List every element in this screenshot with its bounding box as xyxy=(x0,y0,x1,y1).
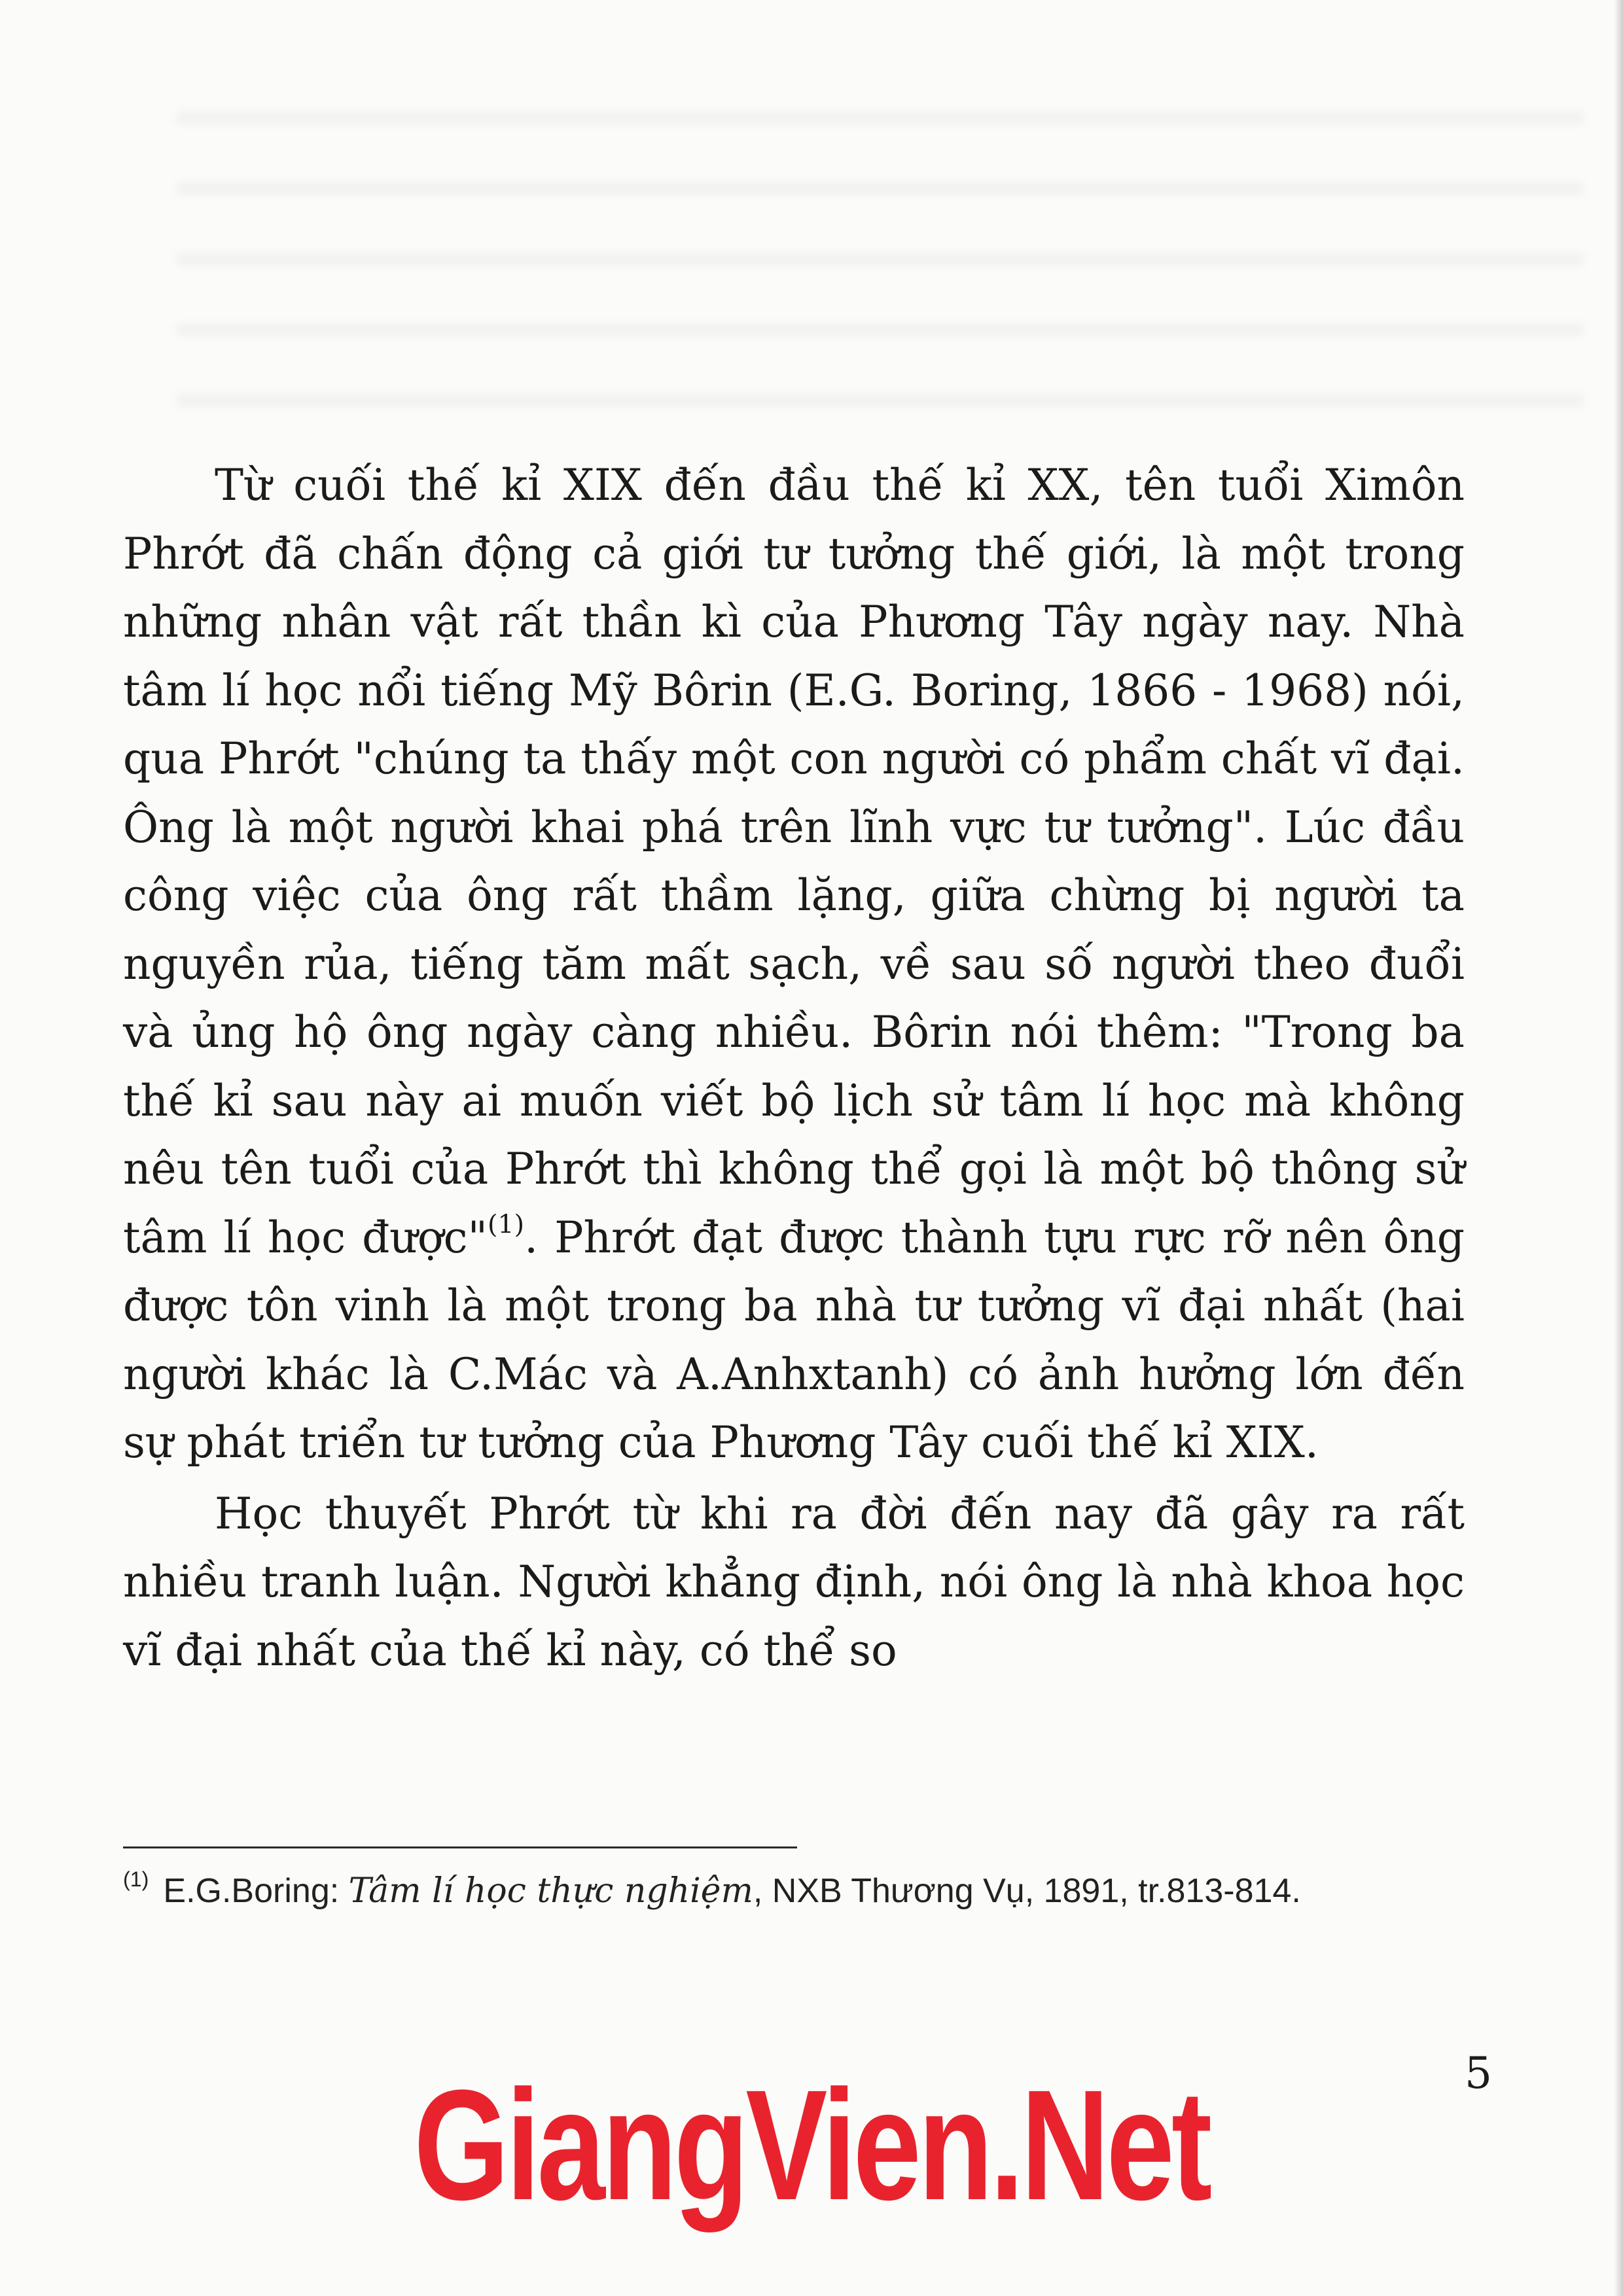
footnote-publisher: , NXB Thương Vụ, 1891, tr.813-814. xyxy=(753,1872,1301,1910)
page-edge-shadow xyxy=(1614,0,1623,2296)
footnote-book-title: Tâm lí học thực nghiệm xyxy=(348,1871,753,1911)
paragraph-1-text-b: . Phrớt đạt được thành tựu rực rỡ nên ông được tôn vinh là một trong ba nhà tư tưởng vĩ đại nhất (hai người khác là C.Mác và A.Anhxtanh) có ảnh hưởng lớn đến sự phát triển tư tưởng của Phương Tây cuối thế kỉ XIX. xyxy=(123,1212,1465,1468)
footnote-reference-mark: (1) xyxy=(487,1209,525,1239)
paragraph-1 xyxy=(123,451,1465,1477)
footnote xyxy=(123,1866,1465,1916)
footnote-author: E.G.Boring: xyxy=(163,1872,349,1910)
paragraph-1-text-a: Từ cuối thế kỉ XIX đến đầu thế kỉ XX, tên tuổi Ximôn Phrớt đã chấn động cả giới tư tưởng thế giới, là một trong những nhân vật rất thần kì của Phương Tây ngày nay. Nhà tâm lí học nổi tiếng Mỹ Bôrin (E.G. Boring, 1866 - 1968) nói, qua Phrớt "chúng ta thấy một con người có phẩm chất vĩ đại. Ông là một người khai phá trên lĩnh vực tư tưởng". Lúc đầu công việc của ông rất thầm lặng, giữa chừng bị người ta nguyền rủa, tiếng tăm mất sạch, về sau số người theo đuổi và ủng hộ ông ngày càng nhiều. Bôrin nói thêm: "Trong ba thế kỉ sau này ai muốn viết bộ lịch sử tâm lí học mà không nêu tên tuổi của Phrớt thì không thể gọi là một bộ thông sử tâm lí học được" xyxy=(123,460,1465,1263)
show-through-shadow xyxy=(177,72,1584,412)
watermark-logo: GiangVien.Net xyxy=(414,2057,1209,2233)
footnote-mark: (1) xyxy=(123,1867,149,1891)
footnote-divider xyxy=(123,1846,797,1848)
page-number: 5 xyxy=(1465,2048,1492,2098)
body-text xyxy=(123,451,1465,1685)
paragraph-2: Học thuyết Phrớt từ khi ra đời đến nay đã gây ra rất nhiều tranh luận. Người khẳng định, nói ông là nhà khoa học vĩ đại nhất của thế kỉ này, có thể so xyxy=(123,1488,1465,1676)
